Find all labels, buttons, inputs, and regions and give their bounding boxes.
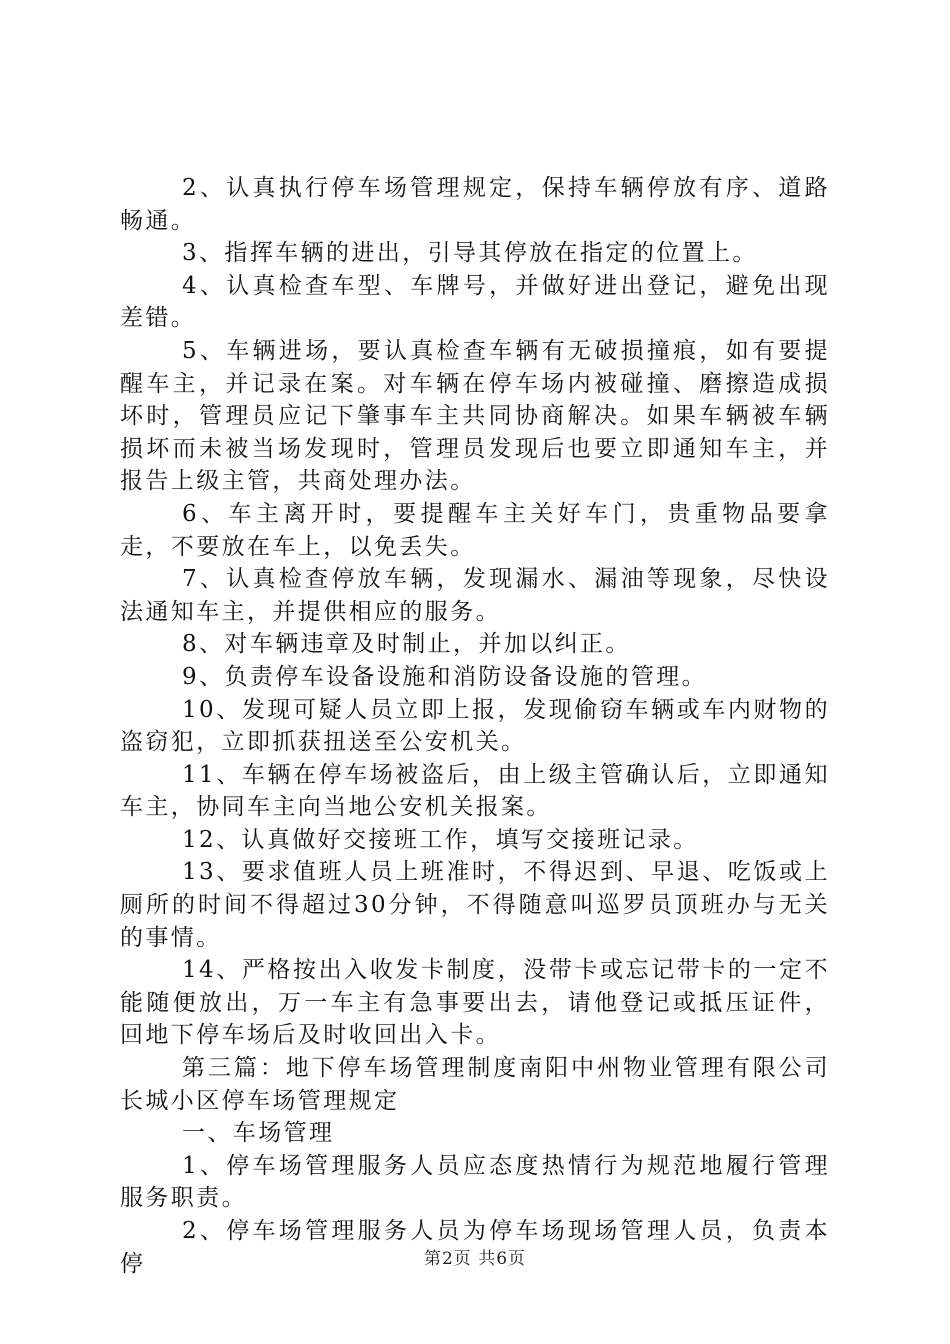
paragraph-item-14: 14、严格按出入收发卡制度，没带卡或忘记带卡的一定不能随便放出，万一车主有急事要出去，请他登记或抵压证件，回地下停车场后及时收回出入卡。 bbox=[120, 957, 830, 1049]
paragraph-item-8: 8、对车辆违章及时制止，并加以纠正。 bbox=[182, 631, 631, 658]
document-body bbox=[120, 172, 830, 1280]
page-number-footer: 第2页 共6页 bbox=[423, 1249, 527, 1269]
paragraph-item-4: 4、认真检查车型、车牌号，并做好进出登记，避免出现差错。 bbox=[120, 272, 830, 332]
paragraph-item-13: 13、要求值班人员上班准时，不得迟到、早退、吃饭或上厕所的时间不得超过30分钟，不得随意叫巡罗员顶班办与无关的事情。 bbox=[120, 859, 830, 951]
paragraph-item-7: 7、认真检查停放车辆，发现漏水、漏油等现象，尽快设法通知车主，并提供相应的服务。 bbox=[120, 566, 830, 625]
paragraph-item-11: 11、车辆在停车场被盗后，由上级主管确认后，立即通知车主，协同车主向当地公安机关报案。 bbox=[120, 761, 830, 821]
paragraph-item-10: 10、发现可疑人员立即上报，发现偷窃车辆或车内财物的盗窃犯，立即抓获扭送至公安机关。 bbox=[120, 696, 830, 756]
paragraph-rule-1: 1、停车场管理服务人员应态度热情行为规范地履行管理服务职责。 bbox=[120, 1152, 830, 1212]
section-heading: 第三篇：地下停车场管理制度南阳中州物业管理有限公司长城小区停车场管理规定 bbox=[120, 1055, 830, 1114]
subsection-heading: 一、车场管理 bbox=[182, 1120, 335, 1147]
paragraph-item-6: 6、车主离开时，要提醒车主关好车门，贵重物品要拿走，不要放在车上，以免丢失。 bbox=[120, 500, 830, 560]
paragraph-item-3: 3、指挥车辆的进出，引导其停放在指定的位置上。 bbox=[182, 240, 758, 267]
paragraph-item-2: 2、认真执行停车场管理规定，保持车辆停放有序、道路畅通。 bbox=[120, 175, 830, 234]
paragraph-item-12: 12、认真做好交接班工作，填写交接班记录。 bbox=[182, 826, 699, 853]
paragraph-item-9: 9、负责停车设备设施和消防设备设施的管理。 bbox=[182, 663, 708, 690]
paragraph-item-5: 5、车辆进场，要认真检查车辆有无破损撞痕，如有要提醒车主，并记录在案。对车辆在停车场内被碰撞、磨擦造成损坏时，管理员应记下肇事车主共同协商解决。如果车辆被车辆损坏而未被当场发现时，管理员发现后也要立即通知车主，并报告上级主管，共商处理办法。 bbox=[120, 337, 830, 495]
paragraph-rule-2: 2、停车场管理服务人员为停车场现场管理人员，负责本停 bbox=[120, 1218, 830, 1277]
